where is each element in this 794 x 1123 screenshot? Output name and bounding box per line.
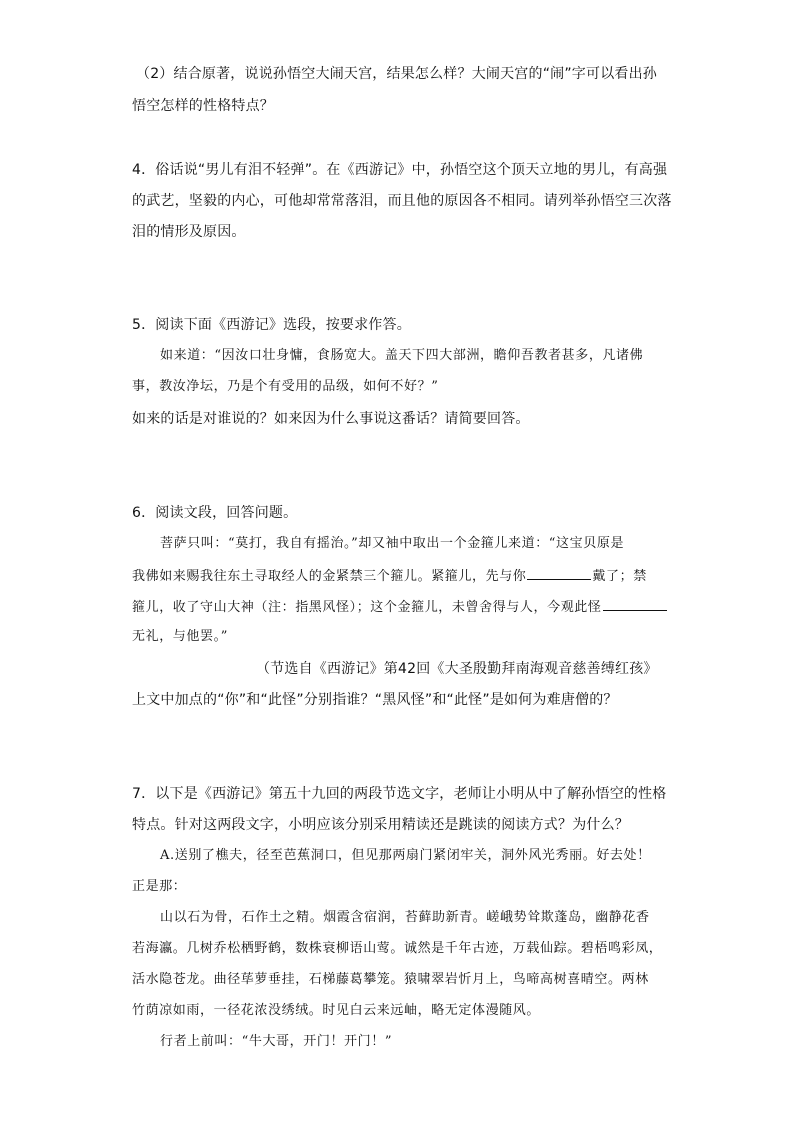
q6-stem: 6．阅读文段，回答问题。 — [132, 505, 298, 521]
q6-passage-line-2 — [132, 565, 647, 587]
q6-source: （节选自《西游记》第42回《大圣殷勤拜南海观音慈善缚红孩》 — [256, 661, 658, 677]
q6-passage-line-3 — [132, 596, 668, 618]
q7-passage-a-line-6: 竹荫凉如雨，一径花浓没绣绒。时见白云来远岫，略无定体漫随风。 — [132, 1003, 541, 1018]
q4-line-1: 4．俗话说“男儿有泪不轻弹”。在《西游记》中，孙悟空这个顶天立地的男儿，有高强 — [132, 162, 668, 178]
q7-passage-a-line-3: 山以石为骨，石作土之精。烟霞含宿润，苔藓助新青。嵯峨势耸欺蓬岛，幽静花香 — [160, 910, 650, 925]
q4-line-2: 的武艺，坚毅的内心，可他却常常落泪，而且他的原因各不相同。请列举孙悟空三次落 — [132, 193, 672, 209]
q5-passage-line-2: 事，教汝净坛，乃是个有受用的品级，如何不好？” — [132, 379, 439, 394]
q7-passage-a-line-7: 行者上前叫：“牛大哥，开门！开门！” — [160, 1034, 393, 1049]
q7-line-1: 7．以下是《西游记》第五十九回的两段节选文字，老师让小明从中了解孙悟空的性格 — [132, 786, 667, 802]
q7-line-2: 特点。针对这两段文字，小明应该分别采用精读还是跳读的阅读方式？为什么？ — [132, 817, 629, 833]
q7-passage-a-line-5: 活水隐苍龙。曲径荜萝垂挂，石梯藤葛攀笼。猿啸翠岩忻月上，鸟啼高树喜晴空。两林 — [132, 972, 649, 987]
q3-part2-line-2: 悟空怎样的性格特点？ — [132, 98, 274, 114]
q7-passage-a-line-2: 正是那： — [132, 879, 187, 894]
q6-passage-line-4: 无礼，与他罢。” — [132, 629, 228, 644]
q7-passage-a-line-1: A.送别了樵夫，径至芭蕉洞口，但见那两扇门紧闭牢关，洞外风光秀丽。好去处！ — [160, 848, 651, 863]
q6-passage-line-1: 菩萨只叫：“莫打，我自有摇治。”却又袖中取出一个金箍儿来道：“这宝贝原是 — [160, 536, 625, 551]
q3-part2-line-1: （2）结合原著，说说孙悟空大闹天宫，结果怎么样？大闹天宫的“闹”字可以看出孙 — [136, 66, 658, 82]
q4-line-3: 泪的情形及原因。 — [132, 224, 246, 240]
q5-passage-line-1: 如来道：“因汝口壮身慵，食肠宽大。盖天下四大部洲，瞻仰吾教者甚多，凡诸佛 — [160, 348, 644, 363]
q6-passage-line-2-end: 戴了；禁 — [592, 569, 647, 584]
q7-passage-a-line-4: 若海瀛。几树乔松栖野鹤，数株衰柳语山莺。诚然是千年古迹，万载仙踪。碧梧鸣彩凤， — [132, 941, 663, 956]
q5-stem: 5．阅读下面《西游记》选段，按要求作答。 — [132, 317, 411, 333]
answer-blank — [603, 596, 667, 611]
q5-question: 如来的话是对谁说的？如来因为什么事说这番话？请简要回答。 — [132, 411, 530, 427]
answer-blank — [527, 565, 591, 580]
q6-passage-line-3-text: 箍儿，收了守山大神（注：指黑风怪）；这个金箍儿，未曾舍得与人，今观此怪 — [132, 600, 602, 615]
q6-passage-line-2-start: 我佛如来赐我往东土寻取经人的金紧禁三个箍儿。紧箍儿，先与你 — [132, 569, 527, 584]
q6-question: 上文中加点的“你”和“此怪”分别指谁？“黑风怪”和“此怪”是如何为难唐僧的？ — [132, 692, 618, 708]
